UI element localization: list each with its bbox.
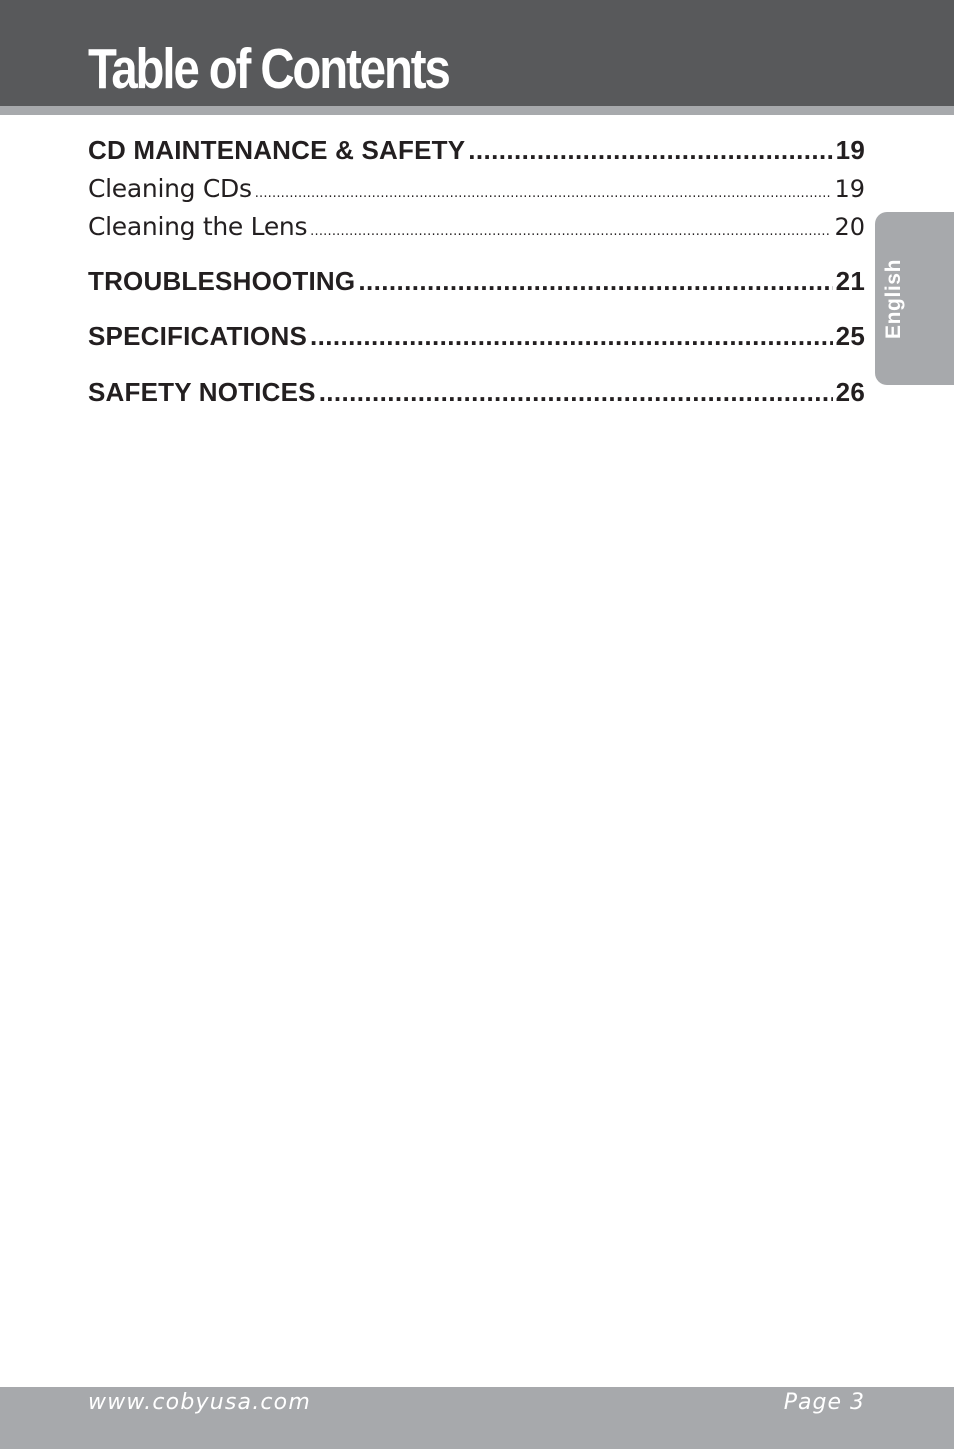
toc-entry-cleaning-cds — [88, 174, 865, 203]
page-title: Table of Contents — [88, 37, 449, 101]
toc-entry-specifications — [88, 321, 865, 352]
toc-entry-title: Cleaning CDs — [88, 174, 252, 203]
toc-entry-page: 25 — [835, 321, 865, 351]
toc-entry-cleaning-the-lens — [88, 212, 865, 241]
toc-entry-page: 19 — [835, 135, 865, 165]
toc-dot-leader — [310, 321, 833, 352]
language-tab-label: English — [882, 258, 905, 340]
toc-entry-safety-notices — [88, 377, 865, 408]
toc-dot-leader — [468, 135, 832, 166]
toc-dot-leader — [358, 266, 832, 297]
footer-page-number: Page 3 — [783, 1390, 865, 1415]
toc-entry-title: SAFETY NOTICES — [88, 377, 316, 407]
toc-entry-cd-maintenance-safety — [88, 135, 865, 166]
toc-dot-leader — [319, 377, 833, 408]
toc-dot-leader — [255, 186, 832, 201]
toc-entry-title: TROUBLESHOOTING — [88, 266, 356, 296]
toc-dot-leader — [310, 224, 831, 239]
toc-entry-page: 20 — [834, 213, 865, 241]
toc-entry-page: 19 — [834, 175, 865, 203]
toc-entry-troubleshooting — [88, 266, 865, 297]
footer-website-url: www.cobyusa.com — [88, 1390, 311, 1415]
toc-entry-page: 21 — [835, 266, 865, 296]
toc-entry-title: SPECIFICATIONS — [88, 321, 308, 351]
toc-entry-page: 26 — [835, 377, 865, 407]
toc-entry-title: CD MAINTENANCE & SAFETY — [88, 135, 466, 165]
toc-entry-title: Cleaning the Lens — [88, 212, 308, 241]
